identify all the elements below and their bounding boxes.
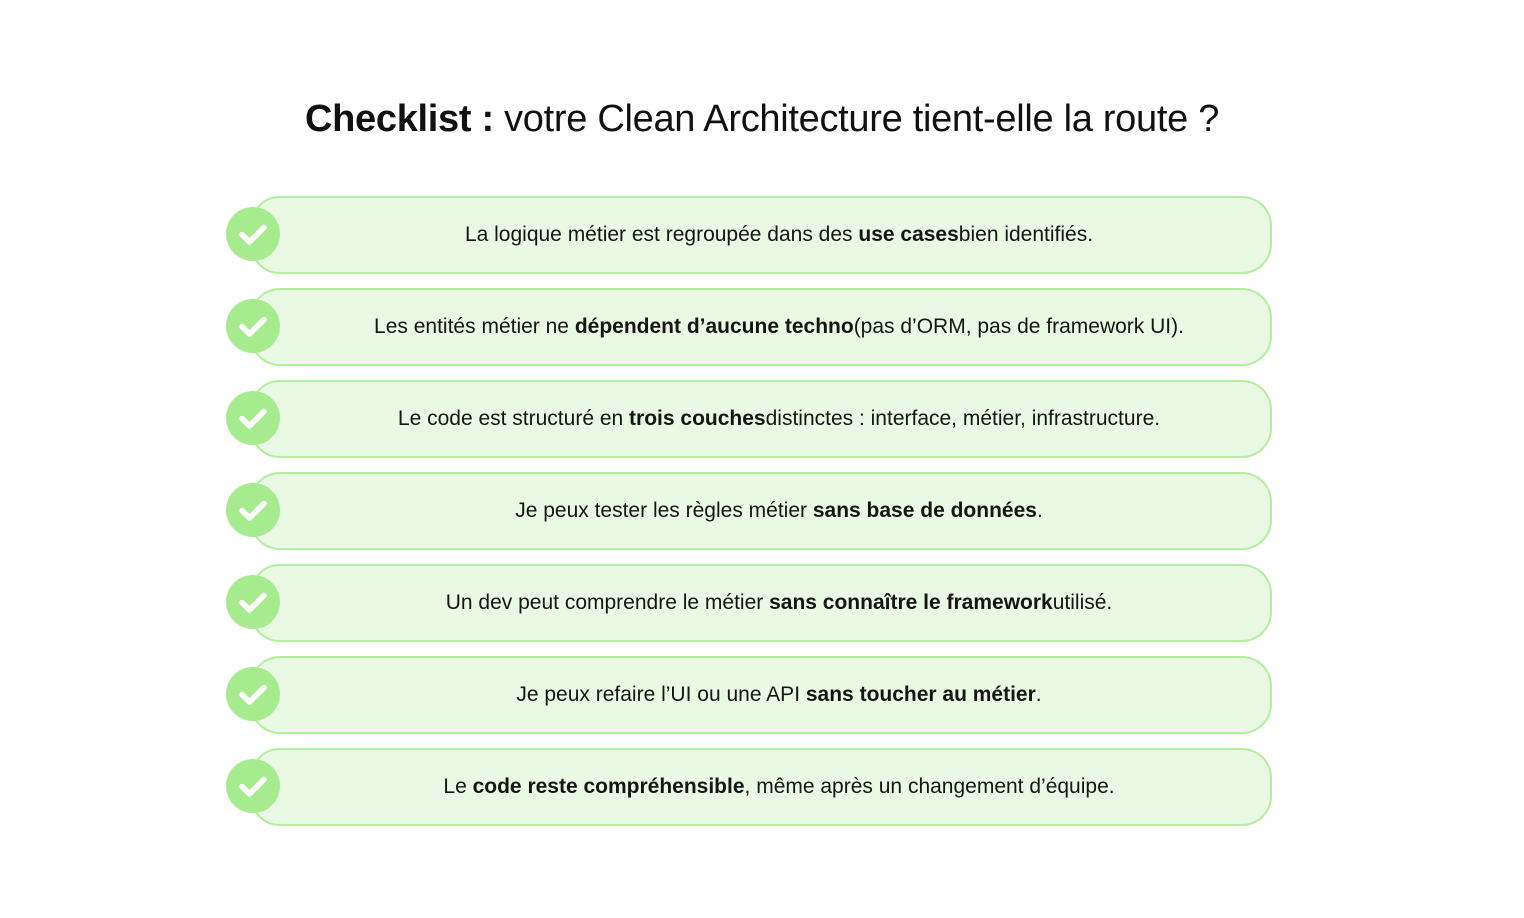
checklist-item-text <box>286 656 1272 734</box>
text-before: Les entités métier ne <box>374 315 569 338</box>
text-bold: sans toucher au métier <box>805 683 1036 706</box>
checklist-item <box>226 656 1272 734</box>
check-icon <box>226 667 280 721</box>
title-strong: Checklist : <box>304 98 494 140</box>
checklist-item-text <box>286 472 1272 550</box>
text-bold: sans base de données <box>812 499 1037 522</box>
text-before: Le <box>443 775 467 798</box>
text-after: bien identifiés. <box>958 223 1094 246</box>
text-after: , même après un changement d’équipe. <box>744 775 1115 798</box>
title-normal: votre Clean Architecture tient-elle la route ? <box>504 98 1220 140</box>
text-after: utilisé. <box>1052 591 1113 614</box>
checklist-item <box>226 564 1272 642</box>
checklist-item <box>226 196 1272 274</box>
check-icon <box>226 483 280 537</box>
text-bold: use cases <box>858 223 959 246</box>
check-icon <box>226 391 280 445</box>
text-bold: sans connaître le framework <box>769 591 1053 614</box>
checklist-item-text <box>286 380 1272 458</box>
text-after: (pas d’ORM, pas de framework UI). <box>853 315 1184 338</box>
checklist-item <box>226 380 1272 458</box>
checklist-item-text <box>286 564 1272 642</box>
text-after: . <box>1035 683 1042 706</box>
check-icon <box>226 207 280 261</box>
text-bold: code reste compréhensible <box>472 775 745 798</box>
text-bold: trois couches <box>629 407 766 430</box>
text-before: Je peux tester les règles métier <box>515 499 807 522</box>
text-after: distinctes : interface, métier, infrastructure. <box>765 407 1161 430</box>
checklist-item-text <box>286 748 1272 826</box>
text-before: La logique métier est regroupée dans des <box>464 223 853 246</box>
text-before: Je peux refaire l’UI ou une API <box>516 683 801 706</box>
text-before: Le code est structuré en <box>397 407 624 430</box>
checklist-item-text <box>286 288 1272 366</box>
checklist-item <box>226 748 1272 826</box>
checklist-item <box>226 288 1272 366</box>
text-after: . <box>1036 499 1043 522</box>
check-icon <box>226 299 280 353</box>
text-bold: dépendent d’aucune techno <box>574 315 854 338</box>
check-icon <box>226 759 280 813</box>
checklist-item-text <box>286 196 1272 274</box>
check-icon <box>226 575 280 629</box>
text-before: Un dev peut comprendre le métier <box>445 591 764 614</box>
checklist-item <box>226 472 1272 550</box>
